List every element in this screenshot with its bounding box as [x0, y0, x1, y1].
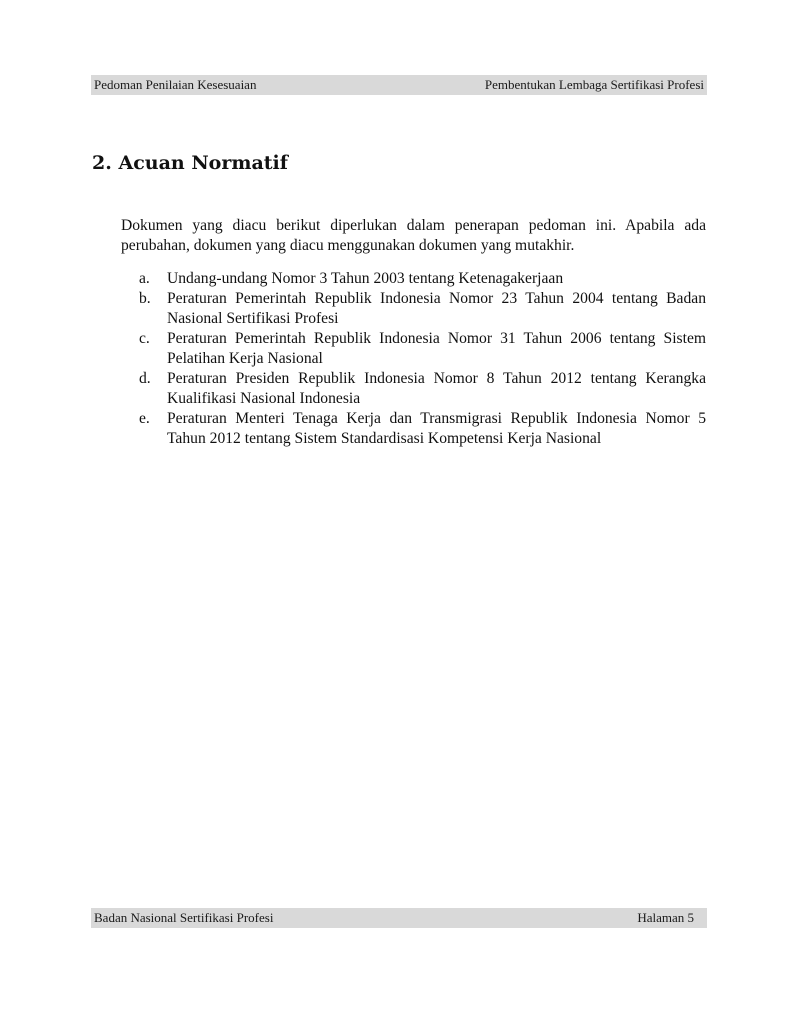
reference-letter: c.: [139, 330, 150, 347]
reference-letter: e.: [139, 410, 150, 427]
reference-item: [121, 289, 706, 329]
reference-text: Peraturan Pemerintah Republik Indonesia Nomor 23 Tahun 2004 tentang Badan Nasional Sertifikasi Profesi: [167, 290, 706, 327]
footer-organization: Badan Nasional Sertifikasi Profesi: [94, 910, 274, 925]
reference-letter: a.: [139, 270, 150, 287]
reference-item: [121, 269, 706, 289]
reference-text: Undang-undang Nomor 3 Tahun 2003 tentang Ketenagakerjaan: [167, 270, 564, 287]
page-number: Halaman 5: [637, 910, 694, 925]
reference-text: Peraturan Presiden Republik Indonesia Nomor 8 Tahun 2012 tentang Kerangka Kualifikasi Nasional Indonesia: [167, 370, 706, 407]
reference-item: [121, 409, 706, 449]
header-document-title: Pedoman Penilaian Kesesuaian: [94, 77, 257, 92]
header-chapter-title: Pembentukan Lembaga Sertifikasi Profesi: [484, 77, 704, 92]
reference-letter: b.: [139, 290, 151, 307]
reference-text: Peraturan Pemerintah Republik Indonesia Nomor 31 Tahun 2006 tentang Sistem Pelatihan Kerja Nasional: [167, 330, 706, 367]
section-title: 2. Acuan Normatif: [92, 152, 288, 174]
reference-item: [121, 369, 706, 409]
section-intro-paragraph: Dokumen yang diacu berikut diperlukan dalam penerapan pedoman ini. Apabila ada perubahan, dokumen yang diacu menggunakan dokumen yang mutakhir.: [121, 217, 706, 254]
reference-text: Peraturan Menteri Tenaga Kerja dan Transmigrasi Republik Indonesia Nomor 5 Tahun 2012 tentang Sistem Standardisasi Kompetensi Kerja Nasional: [167, 410, 706, 447]
page-header: [91, 75, 707, 95]
page-footer: [91, 908, 707, 928]
reference-item: [121, 329, 706, 369]
reference-letter: d.: [139, 370, 151, 387]
reference-list: [121, 269, 706, 449]
